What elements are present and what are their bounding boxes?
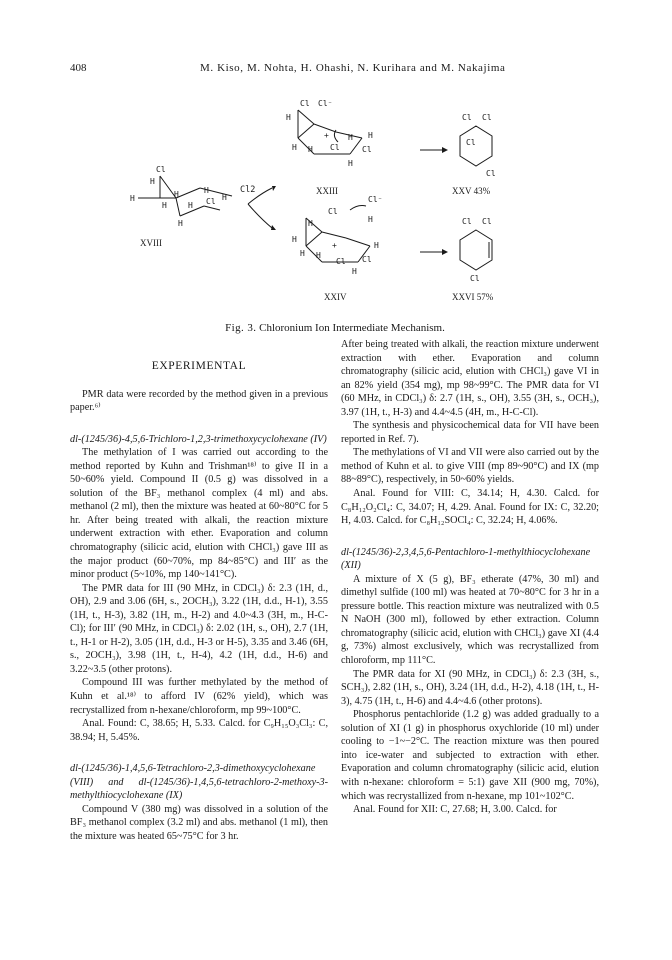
paragraph: Anal. Found: C, 38.65; H, 5.33. Calcd. for C₉H₁₅O₃Cl₃: C, 38.94; H, 5.45%. [70, 718, 328, 743]
paragraph: PMR data were recorded by the method given in a previous paper.⁶⁾ [70, 388, 328, 414]
paragraph: Anal. Found for XII: C, 27.68; H, 3.00. Calcd. for [353, 804, 557, 816]
paragraph: The synthesis and physicochemical data for VII have been reported in Ref. 7). [341, 420, 599, 445]
section-heading-experimental: EXPERIMENTAL [151, 360, 247, 372]
arrowhead-xxv [442, 147, 448, 153]
compound-label-xxiv: XXIV [324, 292, 347, 302]
compound-title: dl-(1245/36)-1,4,5,6-Tetrachloro-2,3-dimethoxycyclohexane (VIII) and dl-(1245/36)-1,4,5,6-tetrachloro-2-methoxy-3-methylthiocyclohexane (IX) [70, 763, 328, 802]
atom-label: H [292, 235, 297, 244]
paragraph: The methylations of VI and VII were also carried out by the method of Kuhn et al. to give VIII (mp 89~90°C) and IX (mp 88~89°C), respectively, in 50~60% yields. [341, 447, 599, 486]
atom-label: H [374, 241, 379, 250]
compound-title: dl-(1245/36)-4,5,6-Trichloro-1,2,3-trimethoxycyclohexane (IV) [70, 433, 327, 445]
arrowhead-down [271, 225, 276, 230]
compound-label-xxvi: XXVI 57% [452, 292, 494, 302]
atom-label: Cl [362, 145, 372, 154]
atom-label: Cl [462, 217, 472, 226]
atom-label: H [150, 177, 155, 186]
author-line: M. Kiso, M. Nohta, H. Ohashi, N. Kurihara and M. Nakajima [200, 62, 506, 74]
compound-label-xxv: XXV 43% [452, 186, 491, 196]
atom-label: Cl [206, 197, 216, 206]
structure-xxvi [460, 230, 492, 270]
paragraph: The PMR data for III (90 MHz, in CDCl₃) δ: 2.3 (1H, d., OH), 2.9 and 3.06 (6H, s., 2OCH₃), 3.22 (1H, d.d., H-1), 3.55 (1H, t., H-3), 3.82 (1H, m., H-2) and 4.0~4.3 (3H, m., H-C-Cl); for III′ (90 MHz, in CDCl₃) δ: 2.02 (1H, s., OH), 2.7 (1H, t., H-1 or H-2), 3.05 (1H, d.d., H-3 or H-5), 3.35 and 3.46 (6H, s., 2OCH₃), 3.98 (1H, t., H-4), 4.2 (1H, d.d., H-6) and 3.22~3.5 (other protons). [70, 582, 328, 675]
atom-label: Cl⁻ [368, 195, 383, 204]
atom-label: H [178, 219, 183, 228]
atom-label: Cl [462, 113, 472, 122]
atom-label: H [352, 267, 357, 276]
atom-label: Cl [362, 255, 372, 264]
atom-label: Cl⁻ [318, 99, 333, 108]
atom-label: H [204, 186, 209, 195]
atom-label: + [332, 241, 337, 250]
compound-label-xxiii: XXIII [316, 186, 338, 196]
figure-caption-text: Chloronium Ion Intermediate Mechanism. [259, 322, 445, 334]
atom-label: Cl [300, 99, 310, 108]
atom-label: H [174, 190, 179, 199]
paragraph: Phosphorus pentachloride (1.2 g) was added gradually to a solution of XI (1 g) in phosphorus oxychloride (10 ml) under cooling to −1~−2°C. The reaction mixture was then poured into ice-water and subjected to extraction with ether. Evaporation and column chromatography (silicic acid, elution with n-hexane: chloroform = 5:1) gave XII (900 mg, 70%), which was recrystallized from n-hexane, mp 101~102°C. [341, 709, 599, 802]
atom-label: H [348, 159, 353, 168]
atom-label: H [162, 201, 167, 210]
atom-label: H [300, 249, 305, 258]
atom-label: Cl [466, 138, 476, 147]
atom-label: Cl [486, 169, 496, 178]
atom-label: H [286, 113, 291, 122]
structure-xxv [460, 126, 492, 166]
atom-label: Cl [470, 274, 480, 283]
paragraph: Compound III was further methylated by the method of Kuhn et al.¹⁸⁾ to afford IV (62% yield), which was recrystallized from n-hexane/chloroform, mp 99~100°C. [70, 677, 328, 716]
compound-title: dl-(1245/36)-2,3,4,5,6-Pentachloro-1-methylthiocyclohexane (XII) [341, 546, 591, 572]
paragraph: A mixture of X (5 g), BF₃ etherate (47%, 30 ml) and dimethyl sulfide (100 ml) was heated at 70~80°C for 3 hr in a pressure bottle. This reaction mixture was neutralized with 0.5 N NaOH (300 ml), followed by ether extraction. Column chromatography (silicic acid, elution with CHCl₃) gave XI (4.4 g, 73%) almost exclusively, which was recrystallized from chloroform, mp 111°C. [341, 573, 599, 667]
figure-caption [70, 322, 600, 334]
reagent-label: Cl2 [240, 185, 256, 195]
atom-label: Cl [156, 165, 166, 174]
paragraph: Compound V (380 mg) was dissolved in a solution of the BF₃ methanol complex (3.2 ml) and abs. methanol (1 ml), then the mixture was heated 65~75°C for 3 hr. [70, 803, 328, 842]
page-number: 408 [70, 62, 87, 74]
atom-label: H [188, 201, 193, 210]
atom-label: Cl [328, 207, 338, 216]
paragraph: After being treated with alkali, the reaction mixture underwent extraction with ether. Evaporation and column chromatography (silicic acid, elution with CHCl₃) gave VI in an 82% yield (354 mg), mp 98~99°C. The PMR data for VI (60 MHz, in CDCl₃) δ: 2.7 (1H, s., OH), 3.55 (3H, s., OCH₃), 3.97 (1H, t., H-3) and 4.4~4.5 (4H, m., H-C-Cl). [341, 339, 599, 418]
atom-label: Cl [482, 217, 492, 226]
atom-label: H [292, 143, 297, 152]
figure-label: Fig. 3. [225, 322, 257, 334]
running-head [70, 62, 630, 78]
atom-label: H [348, 133, 353, 142]
arrowhead-xxvi [442, 249, 448, 255]
atom-label: H [308, 219, 313, 228]
atom-label: H [130, 194, 135, 203]
atom-label: + [324, 131, 329, 140]
paragraph: The PMR data for XI (90 MHz, in CDCl₃) δ: 2.3 (3H, s., SCH₃), 2.82 (1H, s., OH), 3.24 (1H, d.d., H-2), 4.18 (1H, t., H-3), 4.75 (1H, t., H-6) and 4.4~4.6 (other protons). [341, 668, 599, 707]
reaction-scheme [100, 92, 570, 314]
compound-label-xviii: XVIII [140, 238, 162, 248]
right-column [341, 338, 599, 817]
atom-label: Cl [330, 143, 340, 152]
arrowhead-up [272, 186, 276, 191]
paragraph: Anal. Found for VIII: C, 34.14; H, 4.30. Calcd. for C₈H₁₂O₂Cl₄: C, 34.07; H, 4.29. Anal. Found for IX: C, 32.20; H, 4.03. Calcd. for C₈H₁₂SOCl₄: C, 32.24; H, 4.06%. [341, 488, 599, 527]
atom-label: Cl [336, 257, 346, 266]
paragraph: The methylation of I was carried out according to the method reported by Kuhn and Trishman¹⁸⁾ to give II in a 50~60% yield. Compound II (0.5 g) was dissolved in a solution of the BF₃ methanol complex (4 ml) and abs. methanol (2 ml), then the mixture was heated at 60~80°C for 5 hr. After being treated with alkali, the reaction mixture underwent extraction with ether. Evaporation and column chromatography (silicic acid, elution with CHCl₃) gave III as the major product (60~70%, mp 84~85°C) and III′ as the minor product (5~10%, mp 140~141°C). [70, 447, 328, 581]
scheme-svg [100, 92, 570, 314]
atom-label: H [368, 215, 373, 224]
atom-label: H [316, 251, 321, 260]
left-column [70, 338, 328, 844]
atom-label: H [308, 145, 313, 154]
atom-label: H [222, 193, 227, 202]
atom-label: H [368, 131, 373, 140]
atom-label: Cl [482, 113, 492, 122]
